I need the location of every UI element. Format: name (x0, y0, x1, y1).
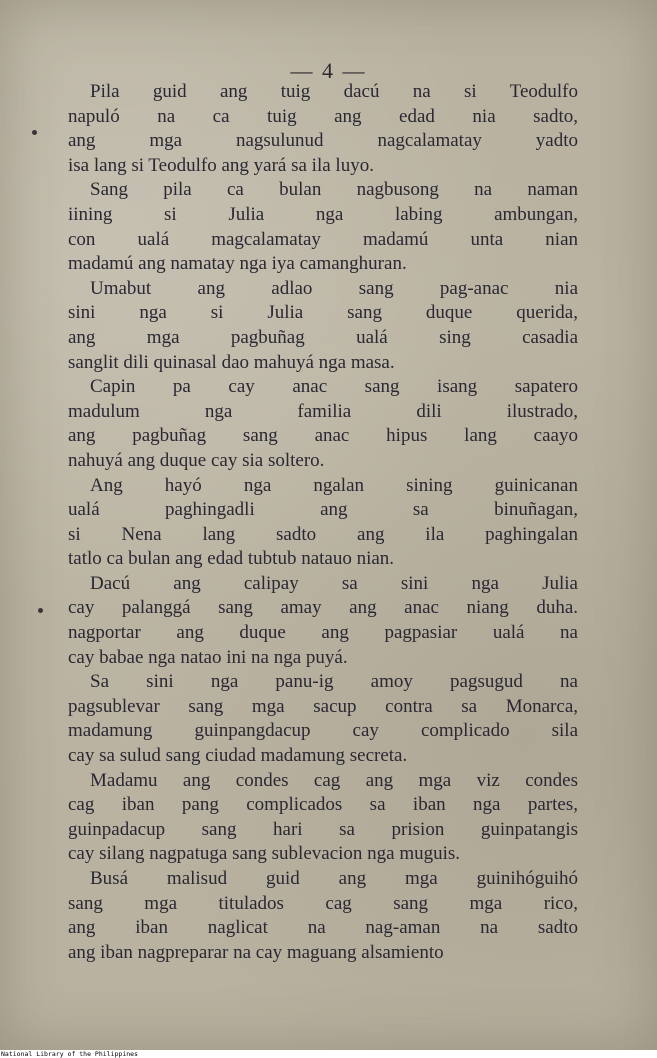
text-line: cay sa sulud sang ciudad madamung secreta. (68, 745, 408, 767)
text-line: Sa sini nga panu-ig amoy pagsugud na (90, 671, 578, 693)
text-line: sanglit dili quinasal dao mahuyá nga masa. (68, 351, 395, 373)
text-line: cag iban pang complicados sa iban nga partes, (68, 794, 578, 816)
text-line: Sang pila ca bulan nagbusong na naman (90, 179, 578, 201)
library-credit: National Library of the Philippines (1, 1050, 138, 1058)
text-line: ang iban nagpreparar na cay maguang alsamiento (68, 941, 444, 963)
text-line: tatlo ca bulan ang edad tubtub natauo nian. (68, 548, 395, 570)
text-line: madamú ang namatay nga iya camanghuran. (68, 253, 407, 275)
text-line: Madamu ang condes cag ang mga viz condes (90, 769, 578, 791)
speck (32, 130, 37, 135)
footer-strip (0, 1050, 657, 1058)
text-line: Pila guid ang tuig dacú na si Teodulfo (90, 81, 578, 102)
text-line: ang mga pagbuñag ualá sing casadia (68, 326, 578, 348)
text-line: ang mga nagsulunud nagcalamatay yadto (68, 130, 578, 152)
text-line: pagsublevar sang mga sacup contra sa Monarca, (68, 695, 578, 717)
text-line: nagportar ang duque ang pagpasiar ualá na (68, 622, 578, 644)
page-number: — 4 — (290, 58, 367, 83)
poem-text (68, 80, 578, 965)
text-line: cay babae nga natao ini na nga puyá. (68, 646, 348, 668)
text-line: Dacú ang calipay sa sini nga Julia (90, 572, 578, 594)
text-line: sini nga si Julia sang duque querida, (68, 302, 578, 324)
text-line: cay palanggá sang amay ang anac niang duha. (68, 597, 578, 619)
text-line: Capin pa cay anac sang isang sapatero (90, 376, 578, 398)
text-line: Busá malisud guid ang mga guinihóguihó (90, 868, 578, 889)
text-line: madamung guinpangdacup cay complicado sila (68, 720, 578, 742)
text-line: guinpadacup sang hari sa prision guinpatangis (68, 818, 578, 840)
text-line: ang pagbuñag sang anac hipus lang caayo (68, 425, 578, 447)
text-line: madulum nga familia dili ilustrado, (68, 400, 578, 422)
speck (38, 608, 43, 613)
text-line: napuló na ca tuig ang edad nia sadto, (68, 105, 578, 127)
text-line: Ang hayó nga ngalan sining guinicanan (90, 474, 578, 496)
text-line: si Nena lang sadto ang ila paghingalan (68, 523, 578, 545)
text-line: sang mga titulados cag sang mga rico, (68, 892, 578, 914)
text-line: ang iban naglicat na nag-aman na sadto (68, 917, 578, 939)
text-line: iining si Julia nga labing ambungan, (68, 203, 578, 225)
text-line: nahuyá ang duque cay sia soltero. (68, 449, 325, 471)
text-line: isa lang si Teodulfo ang yará sa ila luyo. (68, 154, 374, 176)
text-line: Umabut ang adlao sang pag-anac nia (90, 277, 578, 299)
text-line: ualá paghingadli ang sa binuñagan, (68, 499, 578, 521)
text-line: con ualá magcalamatay madamú unta nian (68, 228, 578, 250)
text-line: cay silang nagpatuga sang sublevacion nga muguis. (68, 843, 461, 865)
